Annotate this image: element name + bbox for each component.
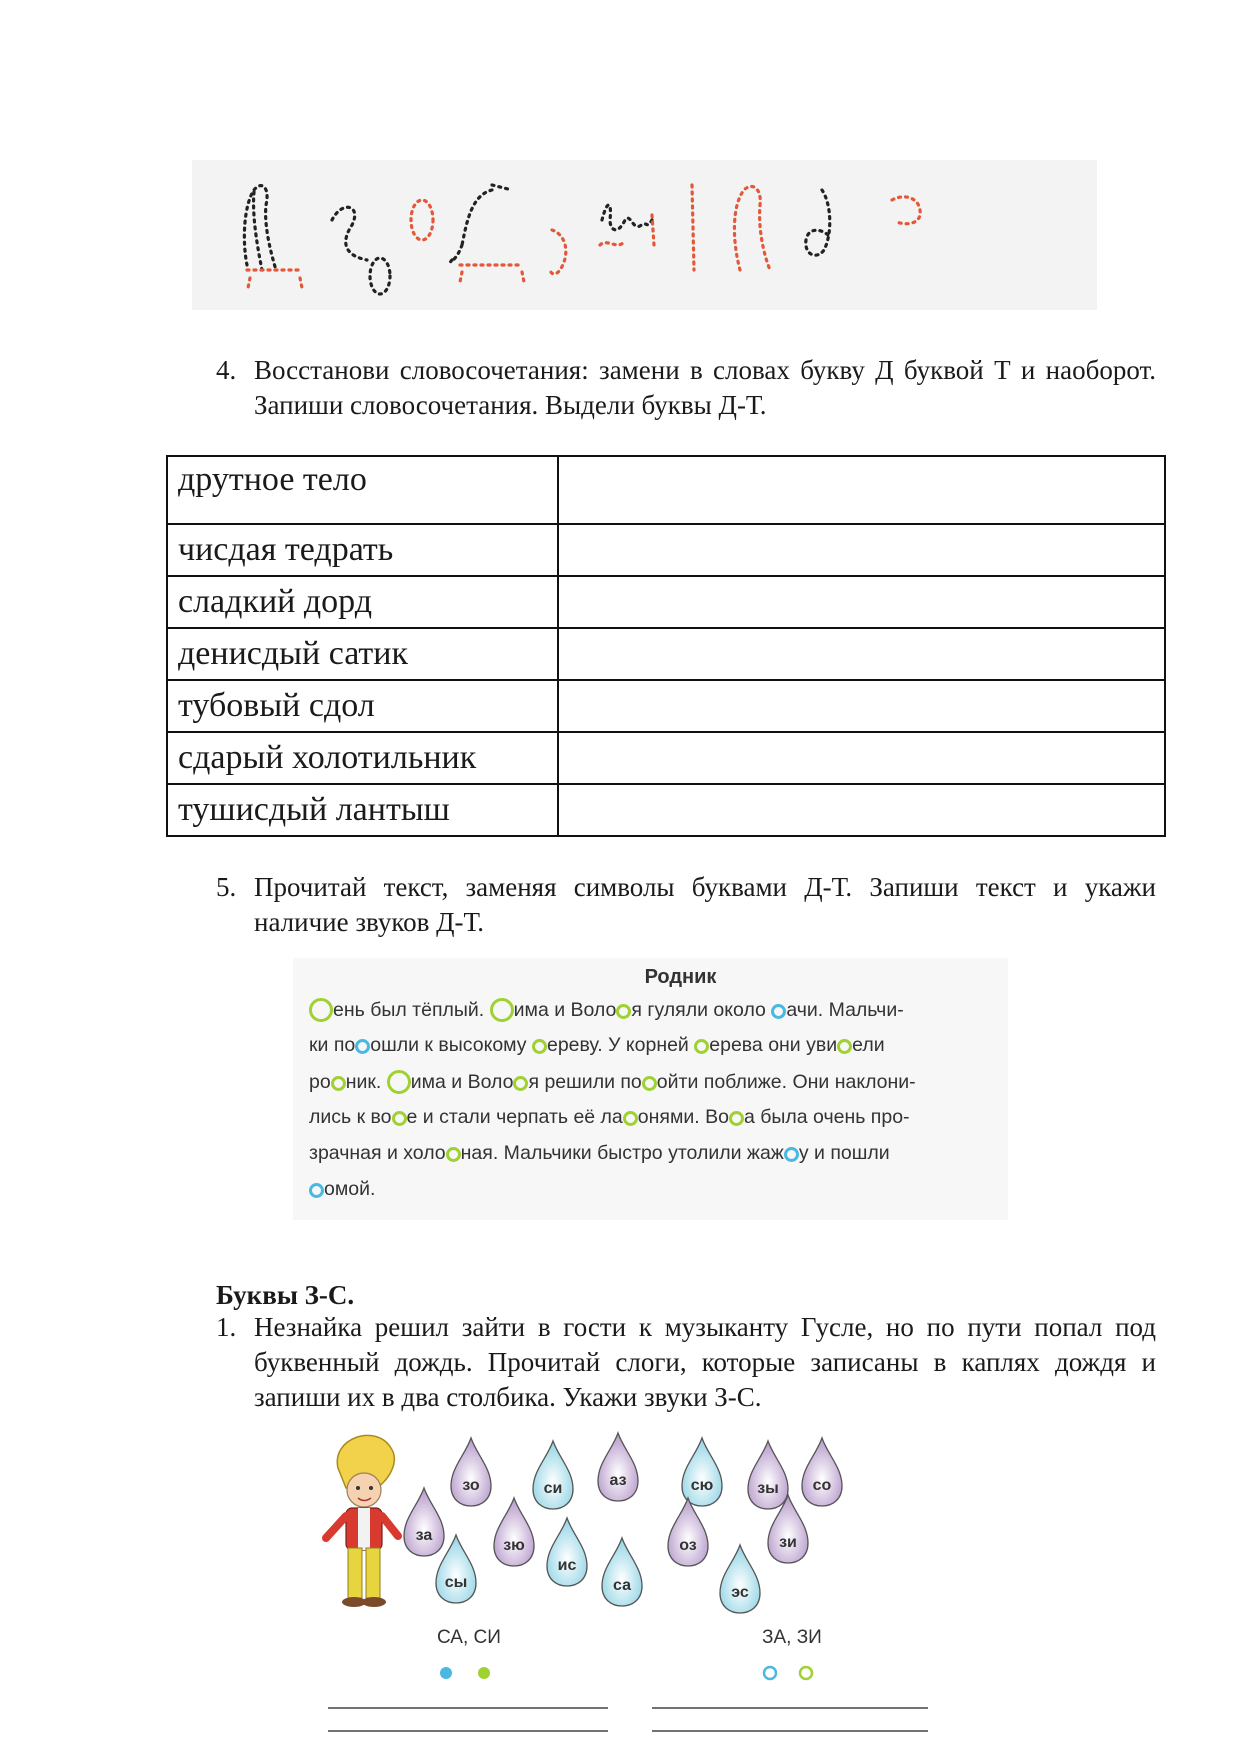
svg-text:зю: зю [503,1537,525,1554]
voiced-circle-icon [837,1039,852,1054]
voiced-circle-icon [729,1111,744,1126]
table-row [167,456,1165,524]
column-label-right: ЗА, ЗИ [762,1627,822,1648]
answer-cell [558,456,1165,524]
voiceless-circle-icon [309,1183,324,1198]
svg-text:сю: сю [690,1477,714,1494]
voiced-circle-icon [490,998,514,1022]
svg-text:за: за [415,1527,433,1544]
svg-text:зо: зо [462,1477,480,1494]
voiced-circle-icon [387,1070,411,1094]
table-row [167,680,1165,732]
svg-text:аз: аз [609,1472,627,1489]
svg-text:си: си [543,1480,563,1497]
text-line: ки по ошли к высокому ереву. У корней ерева они уви ели [309,1034,885,1056]
table-row [167,576,1165,628]
answer-cell [558,732,1165,784]
voiced-circle-icon [800,1667,812,1679]
rain-drop [720,1545,760,1613]
task-number: 1. [216,1312,237,1342]
column-label-left: СА, СИ [437,1627,501,1648]
rain-drop [682,1438,722,1506]
rodnik-title: Родник [644,966,717,988]
voiced-circle-icon [309,998,333,1022]
voiceless-circle-icon [771,1004,786,1019]
answer-cell [558,628,1165,680]
svg-text:ис: ис [557,1557,577,1574]
phrase-cell: сдарый холотильник [167,732,558,784]
phrase-cell: сладкий дорд [167,576,558,628]
rain-drop [748,1441,788,1509]
letter-tracing-strip [192,160,1097,310]
text-line: ень был тёплый. има и Воло я гуляли около ачи. Мальчи- [309,998,994,1022]
rain-drop [802,1438,842,1506]
voiced-circle-icon [616,1004,631,1019]
voiced-circle-icon [331,1076,346,1091]
rain-drop [451,1438,491,1506]
svg-text:эс: эс [731,1584,749,1601]
task-4 [216,353,1156,423]
task-5 [216,870,1156,940]
neznaika-character-icon [326,1435,398,1607]
voiced-circle-icon [532,1039,547,1054]
table-row [167,628,1165,680]
voiceless-circle-icon [784,1147,799,1162]
task-number: 5. [216,872,237,902]
rain-drop [602,1538,642,1606]
answer-cell [558,576,1165,628]
answer-lines [328,1708,928,1731]
task-number: 4. [216,355,237,385]
voiced-circle-icon [694,1039,709,1054]
task-text: Восстанови словосочетания: замени в словах букву Д буквой Т и наоборот. Запиши словосочетания. Выдели буквы Д-Т. [254,355,1156,420]
voiceless-circle-icon [355,1039,370,1054]
rain-drop [668,1498,708,1566]
phrase-cell: друтное тело [167,456,558,524]
task-1 [216,1310,1156,1415]
text-line: зрачная и холо ная. Мальчики быстро утолили жаж у и пошли [309,1142,890,1164]
text-line: лись к во е и стали черпать её ла онями. Во а была очень про- [309,1106,910,1128]
svg-text:са: са [613,1577,631,1594]
task-text: Прочитай текст, заменяя символы буквами Д-Т. Запиши текст и укажи наличие звуков Д-Т. [254,872,1156,937]
rain-drop [547,1518,587,1586]
voiced-circle-icon [642,1076,657,1091]
table-row [167,524,1165,576]
table-row [167,784,1165,836]
phrase-cell: тубовый сдол [167,680,558,732]
rain-drop [533,1441,573,1509]
letter-rain-illustration [316,1428,946,1752]
voiced-circle-icon [513,1076,528,1091]
rodnik-text-box [293,958,1008,1220]
voiceless-circle-icon [764,1667,776,1679]
section-heading: Буквы З-С. [216,1280,355,1310]
word-pairs-table [166,455,1166,837]
rain-drop [404,1488,444,1556]
svg-text:сы: сы [444,1574,468,1591]
phrase-cell: чисдая тедрать [167,524,558,576]
dotted-letter-tracing-icon [192,160,1097,310]
voiced-circle-icon [446,1147,461,1162]
table-row [167,732,1165,784]
rain-drop [598,1433,638,1501]
voiceless-dot-icon [440,1667,452,1679]
answer-cell [558,680,1165,732]
svg-text:со: со [812,1477,832,1494]
answer-cell [558,784,1165,836]
task-text: Незнайка решил зайти в гости к музыканту Гусле, но по пути попал под буквенный дождь. Прочитай слоги, которые записаны в каплях дождя и запиши их в два столбика. Укажи звуки З-С. [254,1312,1156,1412]
answer-cell [558,524,1165,576]
svg-text:зи: зи [779,1534,797,1551]
phrase-cell: тушисдый лантыш [167,784,558,836]
svg-text:зы: зы [757,1480,779,1497]
svg-text:оз: оз [679,1537,697,1554]
text-line: омой. [309,1178,994,1201]
voiced-circle-icon [392,1111,407,1126]
rain-drop [494,1498,534,1566]
phrase-cell: денисдый сатик [167,628,558,680]
voiced-dot-icon [478,1667,490,1679]
text-line: ро ник. има и Воло я решили по ойти поближе. Они наклони- [309,1071,916,1093]
voiced-circle-icon [623,1111,638,1126]
